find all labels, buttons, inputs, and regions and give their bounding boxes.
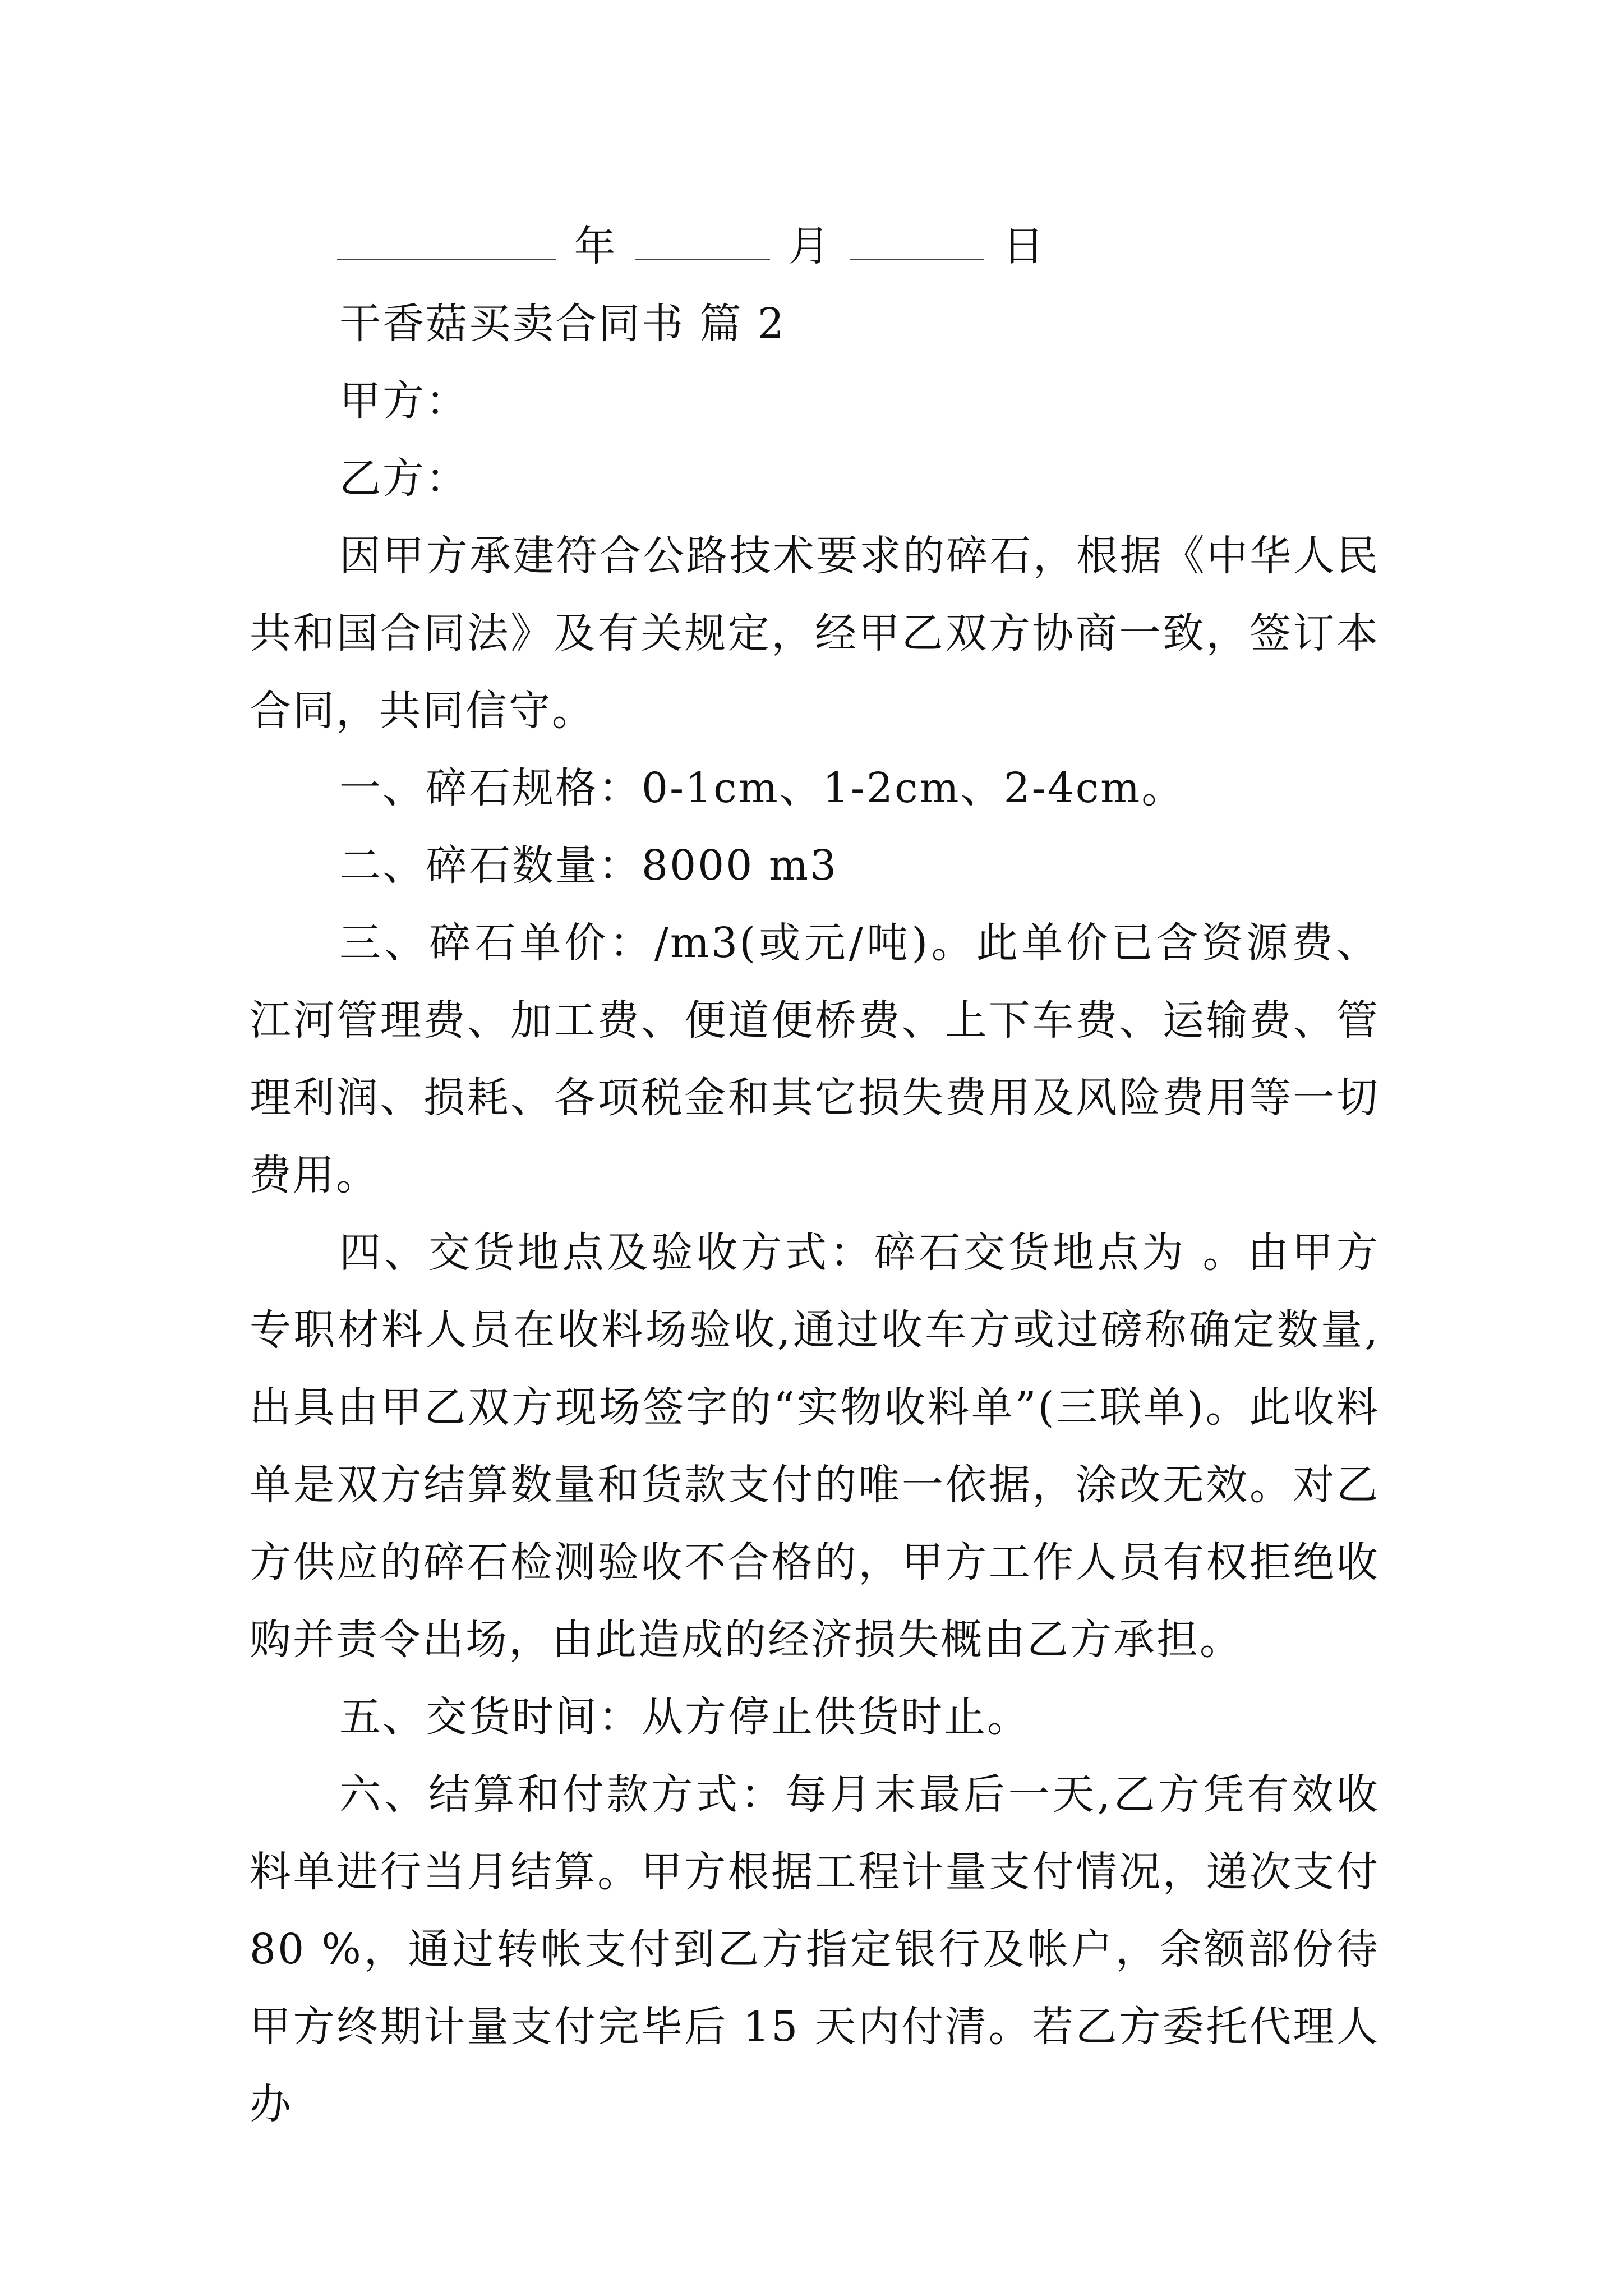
paragraph-clause-5: 五、交货时间：从方停止供货时止。 [339, 1693, 1030, 1741]
party-a-label: 甲方： [339, 377, 469, 425]
year-blank [337, 219, 556, 260]
year-label: 年 [574, 222, 617, 270]
paragraph-clause-2: 二、碎石数量：8000 m3 [339, 841, 838, 890]
document-body [250, 208, 1380, 2143]
month-label: 月 [788, 222, 832, 270]
paragraph-clause-4: 四、交货地点及验收方式：碎石交货地点为 。由甲方专职材料人员在收料场验收,通过收车方或过磅称确定数量,出具由甲乙双方现场签字的“实物收料单”(三联单)。此收料单是双方结算数量和货款支付的唯一依据，涂改无效。对乙方供应的碎石检测验收不合格的，甲方工作人员有权拒绝收购并责令出场，由此造成的经济损失概由乙方承担。 [250, 1228, 1380, 1664]
paragraph-intro: 因甲方承建符合公路技术要求的碎石，根据《中华人民共和国合同法》及有关规定，经甲乙双方协商一致，签订本合同，共同信守。 [250, 532, 1380, 735]
paragraph-clause-6: 六、结算和付款方式：每月末最后一天,乙方凭有效收料单进行当月结算。甲方根据工程计量支付情况，递次支付 80 %，通过转帐支付到乙方指定银行及帐户，余额部份待甲方终期计量支付完毕后 15 天内付清。若乙方委托代理人办 [250, 1770, 1380, 2128]
party-b-label: 乙方： [339, 454, 469, 503]
day-blank [850, 219, 984, 260]
date-line [250, 208, 1380, 285]
paragraph-clause-1: 一、碎石规格：0-1cm、1-2cm、2-4cm。 [339, 764, 1185, 812]
month-blank [635, 219, 770, 260]
day-label: 日 [1002, 222, 1046, 270]
document-title: 干香菇买卖合同书 篇 2 [339, 300, 786, 348]
paragraph-clause-3: 三、碎石单价：/m3(或元/吨)。此单价已含资源费、江河管理费、加工费、便道便桥费、上下车费、运输费、管理利润、损耗、各项税金和其它损失费用及风险费用等一切费用。 [250, 919, 1380, 1199]
